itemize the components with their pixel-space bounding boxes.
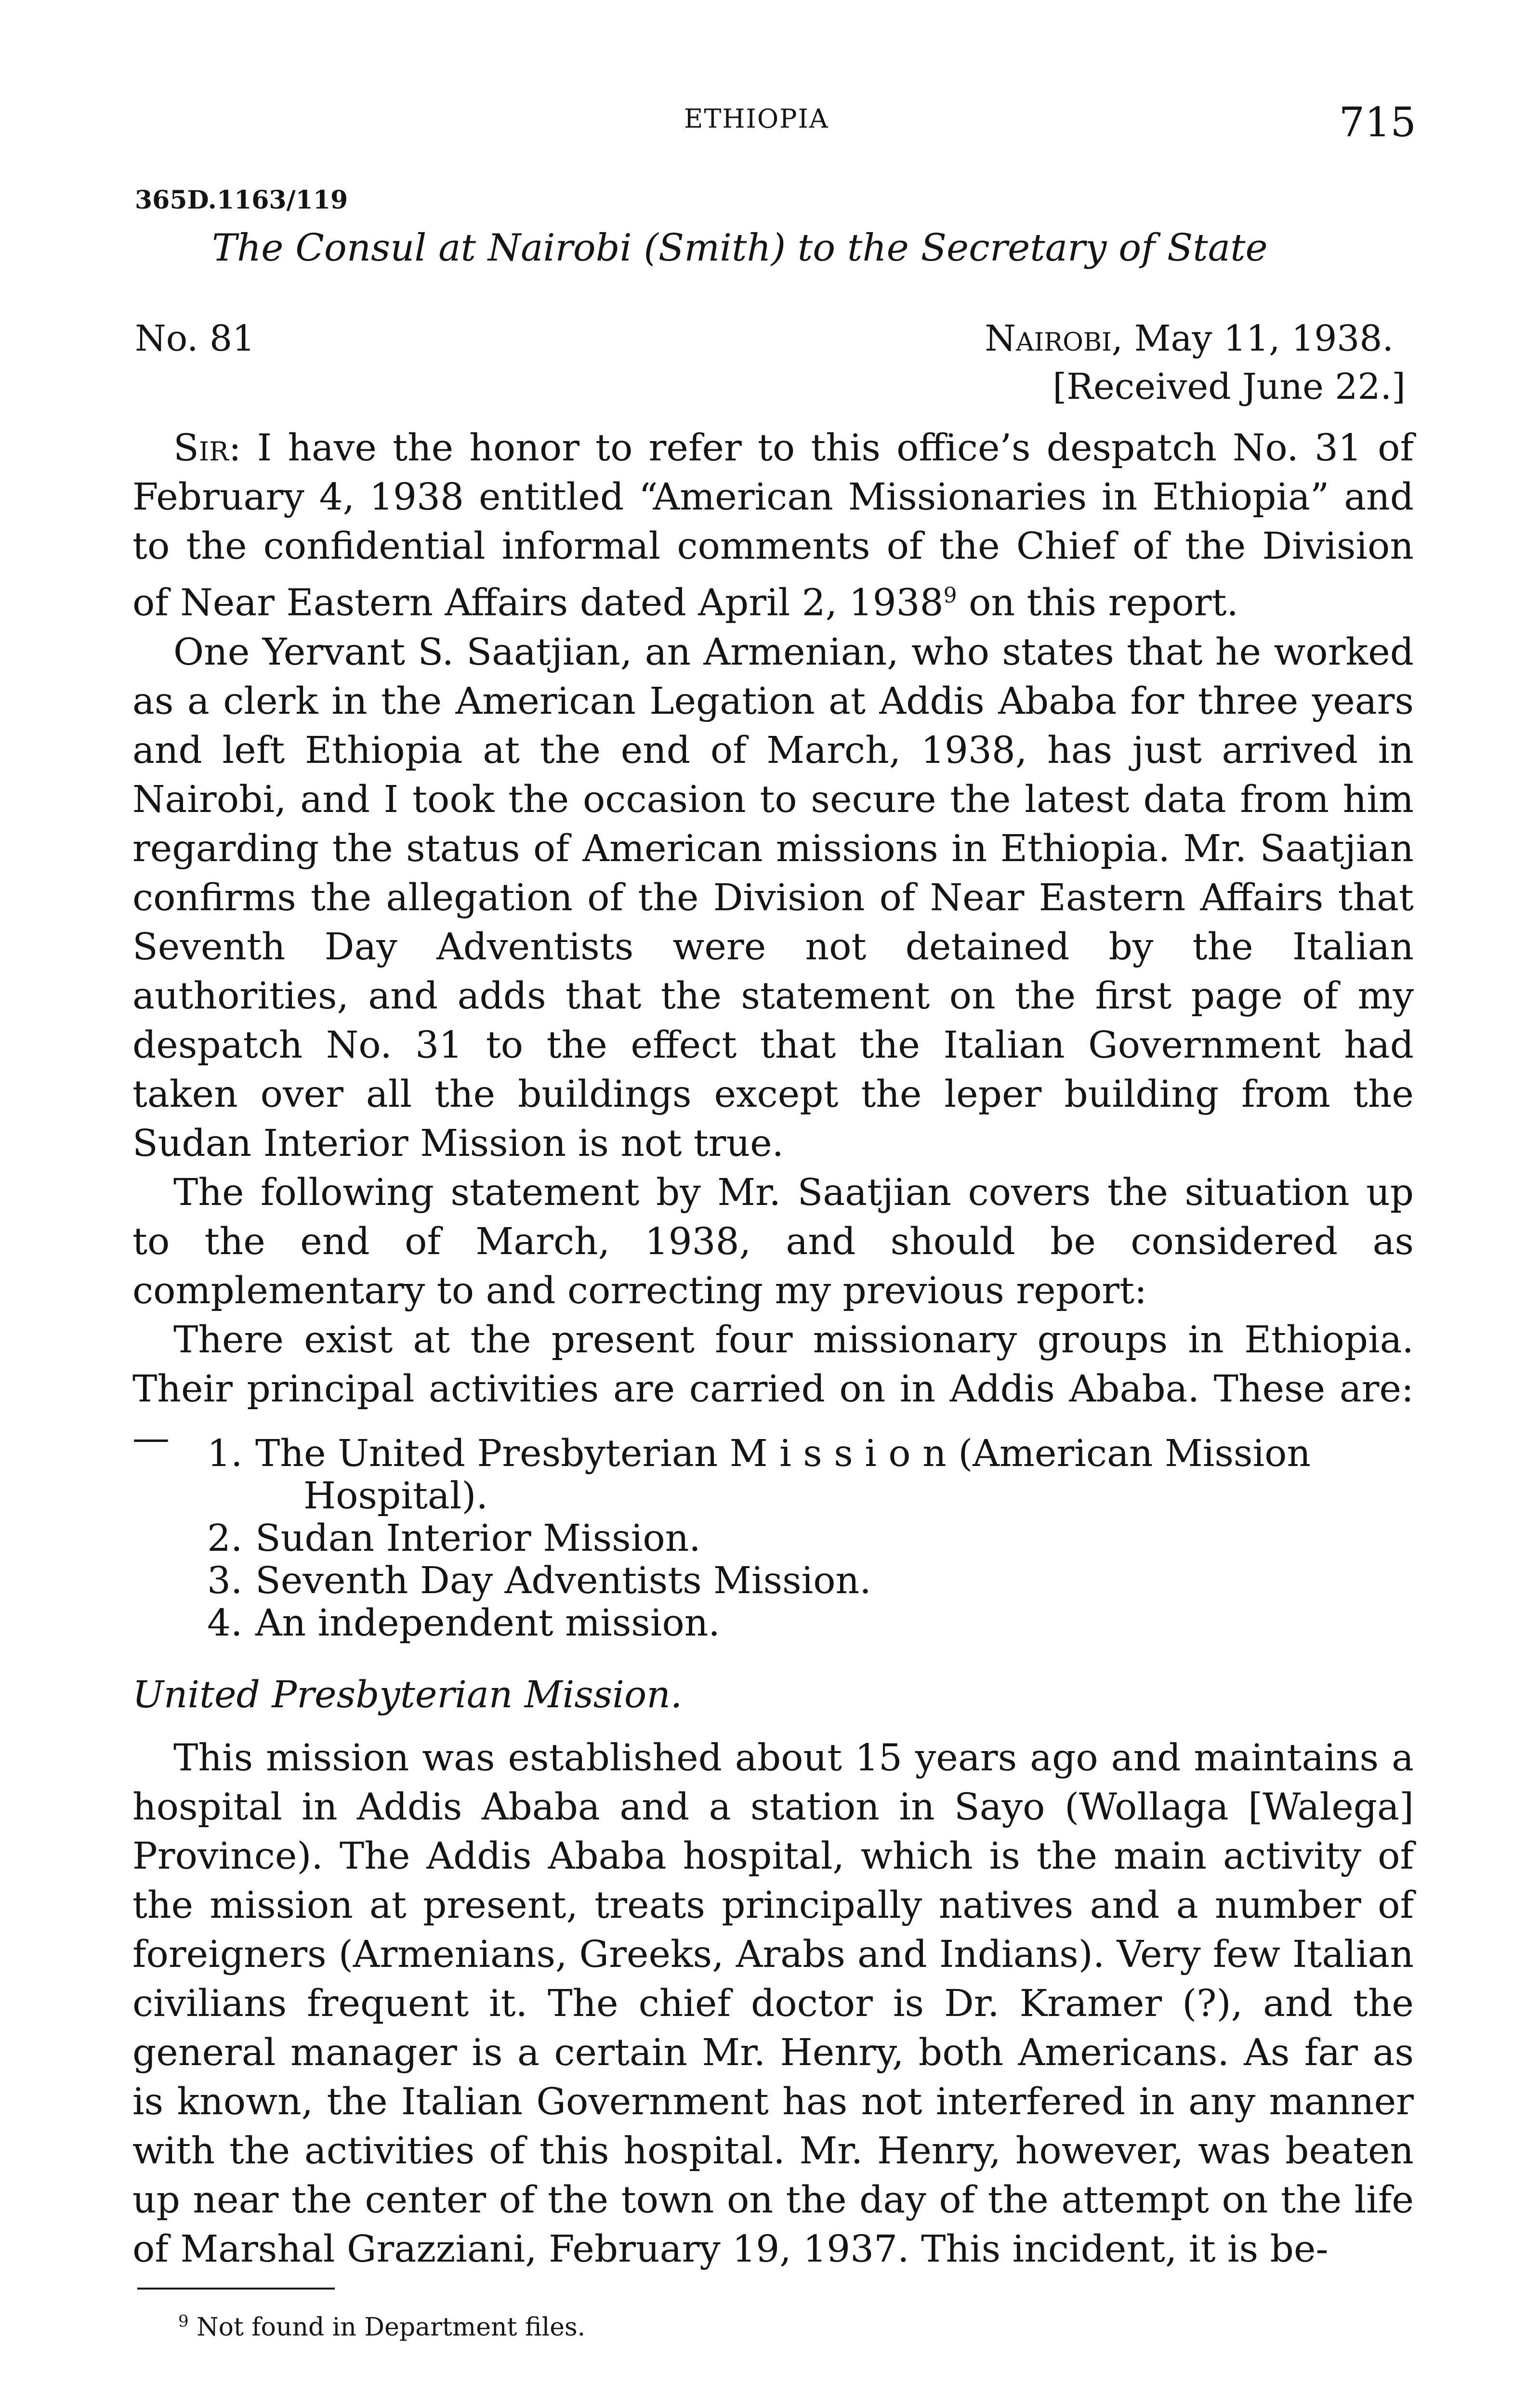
list-item [207,1433,1411,1475]
dispatch-number: No. 81 [135,318,255,359]
paragraph-1 [132,424,1414,628]
footnote [178,2312,585,2342]
footnote-marker: 9 [178,2312,189,2331]
paragraph-1-text: : I have the honor to refer to this office’s despatch No. 31 of February 4, 1938 entitled “American Missionaries in Ethiopia” and to the confidential informal comments of the Chief of the Division of Near Eastern Affairs dated April 2, 1938 [132,427,1414,625]
footnote-ref: 9 [943,583,957,608]
page-number: 715 [1339,99,1416,146]
dispatch-place-date [985,318,1394,359]
document-title: The Consul at Nairobi (Smith) to the Secretary of State [212,226,1268,270]
list-item-number: 3. [207,1559,243,1602]
file-number: 365D.1163/119 [135,185,348,215]
salutation: Sir [173,427,229,470]
running-head [173,99,1416,146]
dispatch-date: , May 11, 1938. [1111,318,1394,359]
list-item-text: The United Presbyterian M i s s i o n (American Mission [255,1432,1311,1475]
section-paragraph: This mission was established about 15 years ago and maintains a hospital in Addis Ababa and a station in Sayo (Wollaga [Walega] Province). The Addis Ababa hospital, which is the main activity of the mission at present, treats principally natives and a number of foreigners (Armenians, Greeks, Arabs and Indians). Very few Italian civilians frequent it. The chief doctor is Dr. Kramer (?), and the general manager is a certain Mr. Henry, both Americans. As far as is known, the Italian Government has not interfered in any manner with the activities of this hospital. Mr. Henry, however, was beaten up near the center of the town on the day of the attempt on the life of Marshal Grazziani, February 19, 1937. This incident, it is be- [132,1737,1414,2271]
missions-list [207,1433,1411,1645]
list-item-text: An independent mission. [255,1602,720,1645]
footnote-divider [137,2288,335,2290]
section-heading: United Presbyterian Mission. [132,1674,683,1716]
paragraph-1-text-after: on this report. [957,581,1238,625]
list-item [207,1518,1411,1560]
list-item-number: 1. [207,1432,243,1475]
list-item-number: 4. [207,1602,243,1645]
paragraph-3: The following statement by Mr. Saatjian covers the situation up to the end of March, 1938, and should be considered as complementary to and correcting my previous report: [132,1171,1414,1312]
dispatch-place: Nairobi [985,318,1112,359]
paragraph-2: One Yervant S. Saatjian, an Armenian, who states that he worked as a clerk in the American Legation at Addis Ababa for three years and left Ethiopia at the end of March, 1938, has just arrived in Nairobi, and I took the occasion to secure the latest data from him regarding the status of American missions in Ethiopia. Mr. Saatjian confirms the allegation of the Division of Near Eastern Affairs that Seventh Day Adventists were not detained by the Italian authorities, and adds that the statement on the first page of my despatch No. 31 to the effect that the Italian Government had taken over all the buildings except the leper building from the Sudan Interior Mission is not true. [132,630,1414,1165]
received-date: [Received June 22.] [1052,366,1406,407]
list-item-continuation: Hospital). [303,1475,488,1518]
footnote-text: Not found in Department files. [197,2313,586,2342]
running-head-title: ETHIOPIA [684,104,829,134]
list-item [207,1602,1411,1645]
list-item-number: 2. [207,1517,243,1560]
list-item [207,1560,1411,1602]
paragraph-4: There exist at the present four missionary groups in Ethiopia. Their principal activities are carried on in Addis Ababa. These are:— [132,1318,1414,1460]
body-text [132,424,1414,1463]
section-body [132,1734,1414,2274]
list-item-text: Seventh Day Adventists Mission. [255,1559,871,1602]
list-item-text: Sudan Interior Mission. [255,1517,701,1560]
